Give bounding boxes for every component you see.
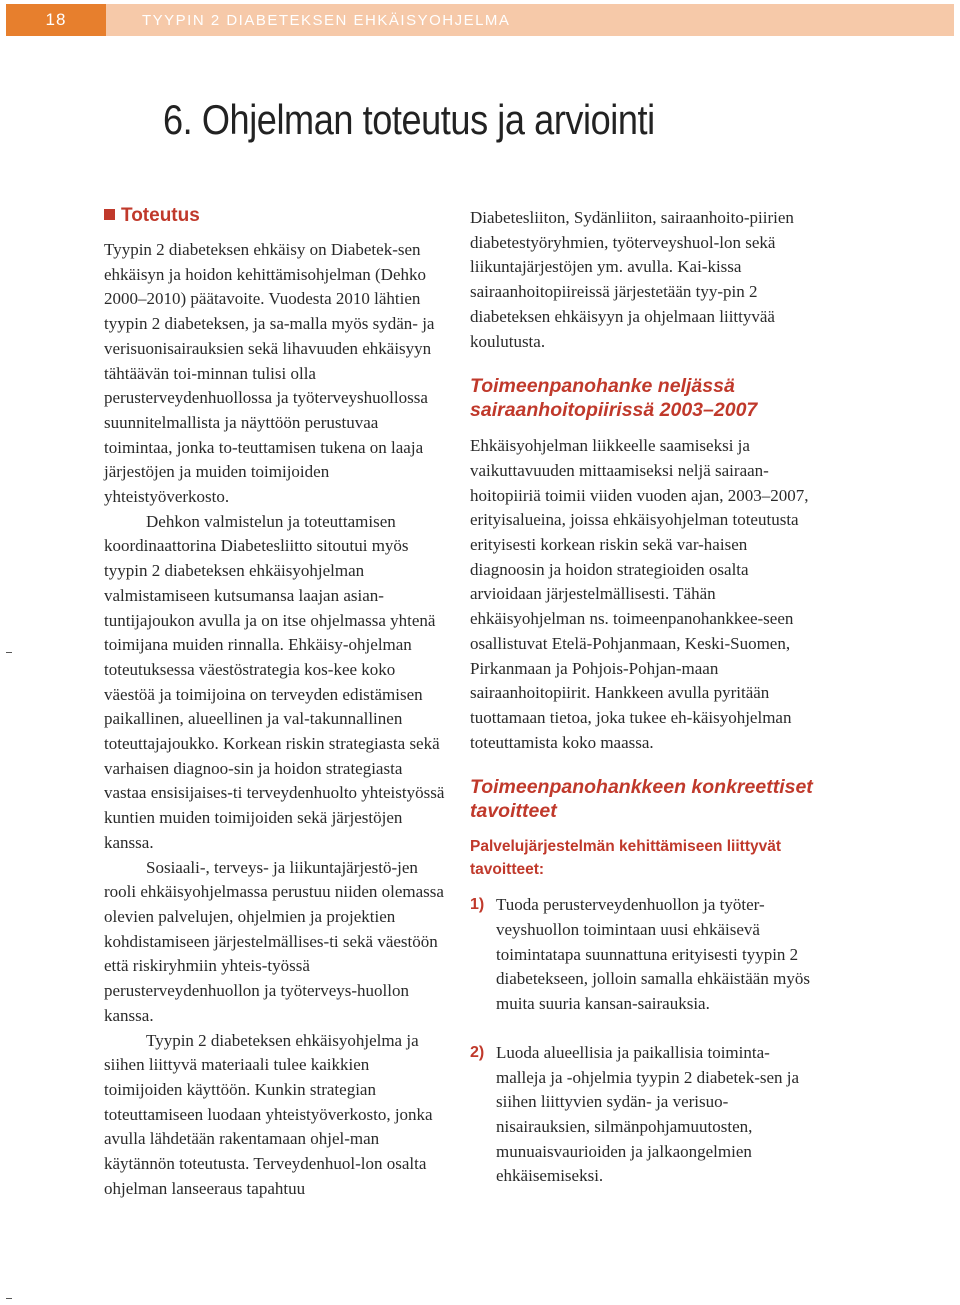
goal-number: 2) xyxy=(470,1043,485,1061)
body-paragraph: Tyypin 2 diabeteksen ehkäisyohjelma ja siihen liittyvä materiaali tulee kaikkien toimijoiden käyttöön. Kunkin strategian toteuttamiseen luodaan yhteistyöverkosto, jonka avulla lähdetään rakentamaan ohjel-man käytännön toteutusta. Terveydenhuol-lon osalta ohjelman lanseeraus tapahtuu xyxy=(104,1030,433,1198)
body-paragraph: Dehkon valmistelun ja toteuttamisen koordinaattorina Diabetesliitto sitoutui myös tyypin 2 diabeteksen ehkäisyohjelman valmistamiseen kutsumansa laajan asian-tuntijajoukon avulla ja on itse ohjelmassa yhtenä toimijana muiden rinnalla. Ehkäisy-ohjelman toteutuksessa väestöstrategia kos-kee koko väestöä ja toimijoina on terveyden edistämisen paikallinen, alueellinen ja val-takunnallinen toteuttajajoukko. Korkean riskin strategiasta sekä varhaisen diagnoo-sin ja hoidon strategiasta vastaa ensisijaises-ti terveydenhuolto yhteistyössä kuntien muiden toimijoiden sekä järjestöjen kanssa. xyxy=(104,511,445,852)
goals-heading: Palvelujärjestelmän kehittämiseen liittyvät tavoitteet: xyxy=(470,838,781,879)
goal-item xyxy=(470,893,815,1017)
subsection-heading: Toimeenpanohankkeen konkreettiset tavoitteet xyxy=(470,776,813,823)
chapter-title: 6. Ohjelman toteutus ja arviointi xyxy=(163,96,655,143)
page-number: 18 xyxy=(6,4,106,36)
header-bar xyxy=(6,4,954,36)
subsection-heading: Toimeenpanohanke neljässä sairaanhoitopiirissä 2003–2007 xyxy=(470,375,758,422)
running-title: TYYPIN 2 DIABETEKSEN EHKÄISYOHJELMA xyxy=(142,12,511,29)
body-paragraph: Sosiaali-, terveys- ja liikuntajärjestö-jen rooli ehkäisyohjelmassa perustuu niiden olemassa olevien palvelujen, ohjelmien ja projektien kohdistamiseen järjestelmällises-ti sekä väestöön että riskiryhmiin yhteis-työssä perusterveydenhuollon ja työterveys-huollon kanssa. xyxy=(104,857,444,1025)
section-heading-text: Toteutus xyxy=(121,205,200,226)
body-paragraph: Diabetesliiton, Sydänliiton, sairaanhoito-piirien diabetestyöryhmien, työterveyshuol-lon sekä liikuntajärjestöjen ym. avulla. Kai-kissa sairaanhoitopiireissä järjestetään tyy-pin 2 diabeteksen ehkäisyyn ja ohjelmaan liittyvää koulutusta. xyxy=(470,208,794,351)
margin-mark xyxy=(6,1298,12,1299)
square-bullet-icon xyxy=(104,209,115,220)
margin-mark xyxy=(6,652,12,653)
left-column xyxy=(104,202,449,1201)
goal-item xyxy=(470,1041,815,1189)
goal-number: 1) xyxy=(470,896,485,914)
goal-text: Luoda alueellisia ja paikallisia toiminta-malleja ja -ohjelmia tyypin 2 diabetek-sen ja siihen liittyvien sydän- ja verisuo-nisairauksien, silmänpohjamuutosten, munuaisvaurioiden ja jalkaongelmien ehkäisemiseksi. xyxy=(496,1042,800,1186)
body-paragraph: Ehkäisyohjelman liikkeelle saamiseksi ja vaikuttavuuden mittaamiseksi neljä sairaan-hoitopiiriä toimii viiden vuoden ajan, 2003–2007, erityisalueina, joissa ehkäisyohjelman toteutusta erityisesti korkean riskin sekä var-haisen diagnoosin ja hoidon strategioiden osalta arvioidaan järjestelmällisesti. Tähän ehkäisyohjelman ns. toimeenpanohankkee-seen osallistuvat Etelä-Pohjanmaan, Keski-Suomen, Pirkanmaan ja Pohjois-Pohjan-maan sairaanhoitopiirit. Hankkeen avulla pyritään tuottamaan tietoa, joka tukee eh-käisyohjelman toteuttamista koko maassa. xyxy=(470,436,809,752)
section-heading xyxy=(104,202,449,230)
goal-text: Tuoda perusterveydenhuollon ja työter-veyshuollon toimintaan uusi ehkäisevä toimintatapa suunnattuna erityisesti tyypin 2 diabetekseen, jolloin samalla ehkäistään myös muita suuria kansan-sairauksia. xyxy=(496,895,810,1014)
right-column xyxy=(470,206,815,1213)
body-paragraph: Tyypin 2 diabeteksen ehkäisy on Diabetek-sen ehkäisyn ja hoidon kehittämisohjelman (Dehko 2000–2010) päätavoite. Vuodesta 2010 lähtien tyypin 2 diabeteksen, ja sa-malla myös sydän- ja verisuonisairauksien sekä lihavuuden ehkäisyyn tähtäävän toi-minnan tulisi olla perusterveydenhuollossa ja työterveyshuollossa suunnitelmallista ja näyttöön perustuvaa toimintaa, jonka to-teuttamisen tukena on laaja järjestöjen ja muiden toimijoiden yhteistyöverkosto. xyxy=(104,240,435,507)
